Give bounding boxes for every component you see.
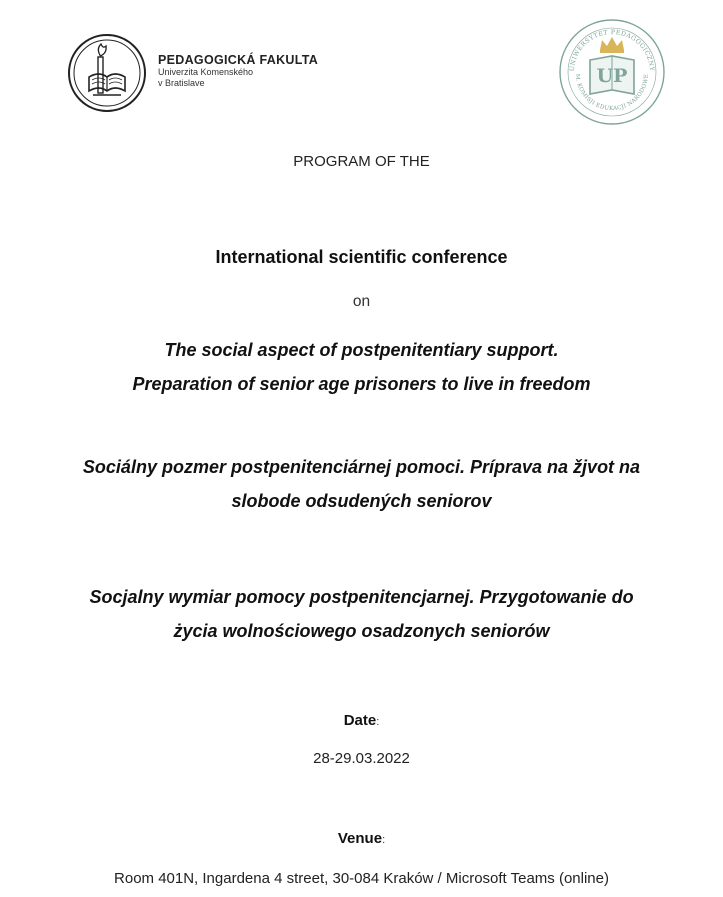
title-polish-line1: Socjalny wymiar pomocy postpenitencjarnej. Przygotowanie do [89,587,634,607]
up-monogram: UP [596,65,628,87]
faculty-logo [67,33,147,113]
program-heading: PROGRAM OF THE [293,153,430,170]
title-english [0,333,723,401]
title-slovak-line2: slobode odsudených seniorov [231,491,492,511]
title-polish [0,580,723,648]
venue-colon: : [382,834,386,846]
faculty-city: v Bratislave [158,78,205,88]
on-word: on [352,293,371,310]
university-logo [556,16,668,128]
date-label-text: Date [343,712,377,729]
title-english-line1: The social aspect of postpenitentiary support. [164,340,559,360]
faculty-name: PEDAGOGICKÁ FAKULTA [158,53,319,67]
title-english-line2: Preparation of senior age prisoners to live in freedom [132,374,591,394]
date-colon: : [376,716,380,728]
title-polish-line2: życia wolnościowego osadzonych seniorów [173,621,550,641]
faculty-name-block [158,53,318,89]
title-slovak-line1: Sociálny pozmer postpenitenciárnej pomoci. Príprava na žjvot na [82,457,641,477]
date-label [0,712,723,729]
venue-value: Room 401N, Ingardena 4 street, 30-084 Kraków / Microsoft Teams (online) [114,870,609,887]
svg-text:IM. KOMISJI EDUKACJI NARODOWEJ: M. KOMISJI EDUKACJI NARODOWE [573,73,651,113]
venue-label-text: Venue [337,830,383,847]
venue-label [0,830,723,847]
date-value: 28-29.03.2022 [313,750,410,767]
faculty-university: Univerzita Komenského [158,67,254,77]
svg-text:UNIWERSYTET PEDAGOGICZNY: UNIWERSYTET PEDAGOGICZNY [568,28,656,72]
conference-title: International scientific conference [215,247,508,267]
title-slovak [0,450,723,518]
